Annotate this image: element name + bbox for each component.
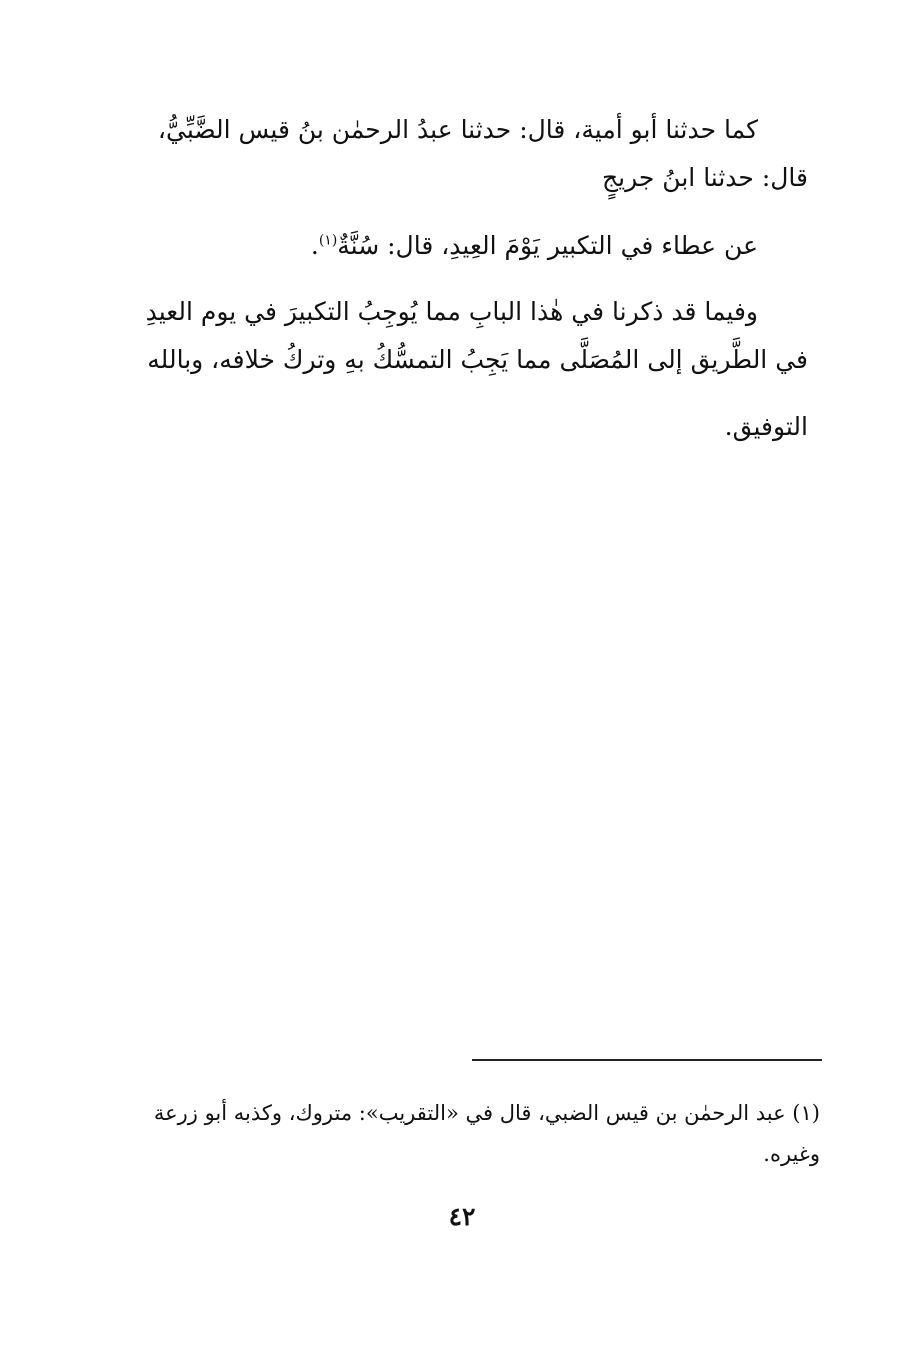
body-line-4: وفيما قد ذكرنا في هٰذا البابِ مما يُوجِبُ التكبيرَ في يوم العيدِ bbox=[145, 297, 758, 326]
body-line-3-end: . bbox=[310, 231, 319, 260]
body-line-3-text: عن عطاء في التكبير يَوْمَ العِيدِ، قال: سُنَّةٌ bbox=[337, 231, 758, 260]
body-line-2: قال: حدثنا ابنُ جريجٍ bbox=[602, 163, 808, 192]
body-line-3 bbox=[311, 226, 758, 266]
body-line-6: التوفيق. bbox=[724, 412, 808, 441]
body-line-1: كما حدثنا أبو أمية، قال: حدثنا عبدُ الرحمٰن بنُ قيس الضَّبِّيُّ، bbox=[157, 115, 758, 144]
footnote-marker: (١) bbox=[318, 232, 338, 249]
footnote-separator bbox=[472, 1059, 822, 1061]
footnote-line-2: وغيره. bbox=[763, 1142, 820, 1166]
footnote-line-1: (١) عبد الرحمٰن بن قيس الضبي، قال في «التقريب»: متروك، وكذبه أبو زرعة bbox=[153, 1101, 820, 1125]
body-line-5: في الطَّريق إلى المُصَلَّى مما يَجِبُ التمسُّكُ بهِ وتركُ خلافه، وبالله bbox=[147, 345, 808, 374]
page-number: ٤٢ bbox=[448, 1202, 476, 1231]
